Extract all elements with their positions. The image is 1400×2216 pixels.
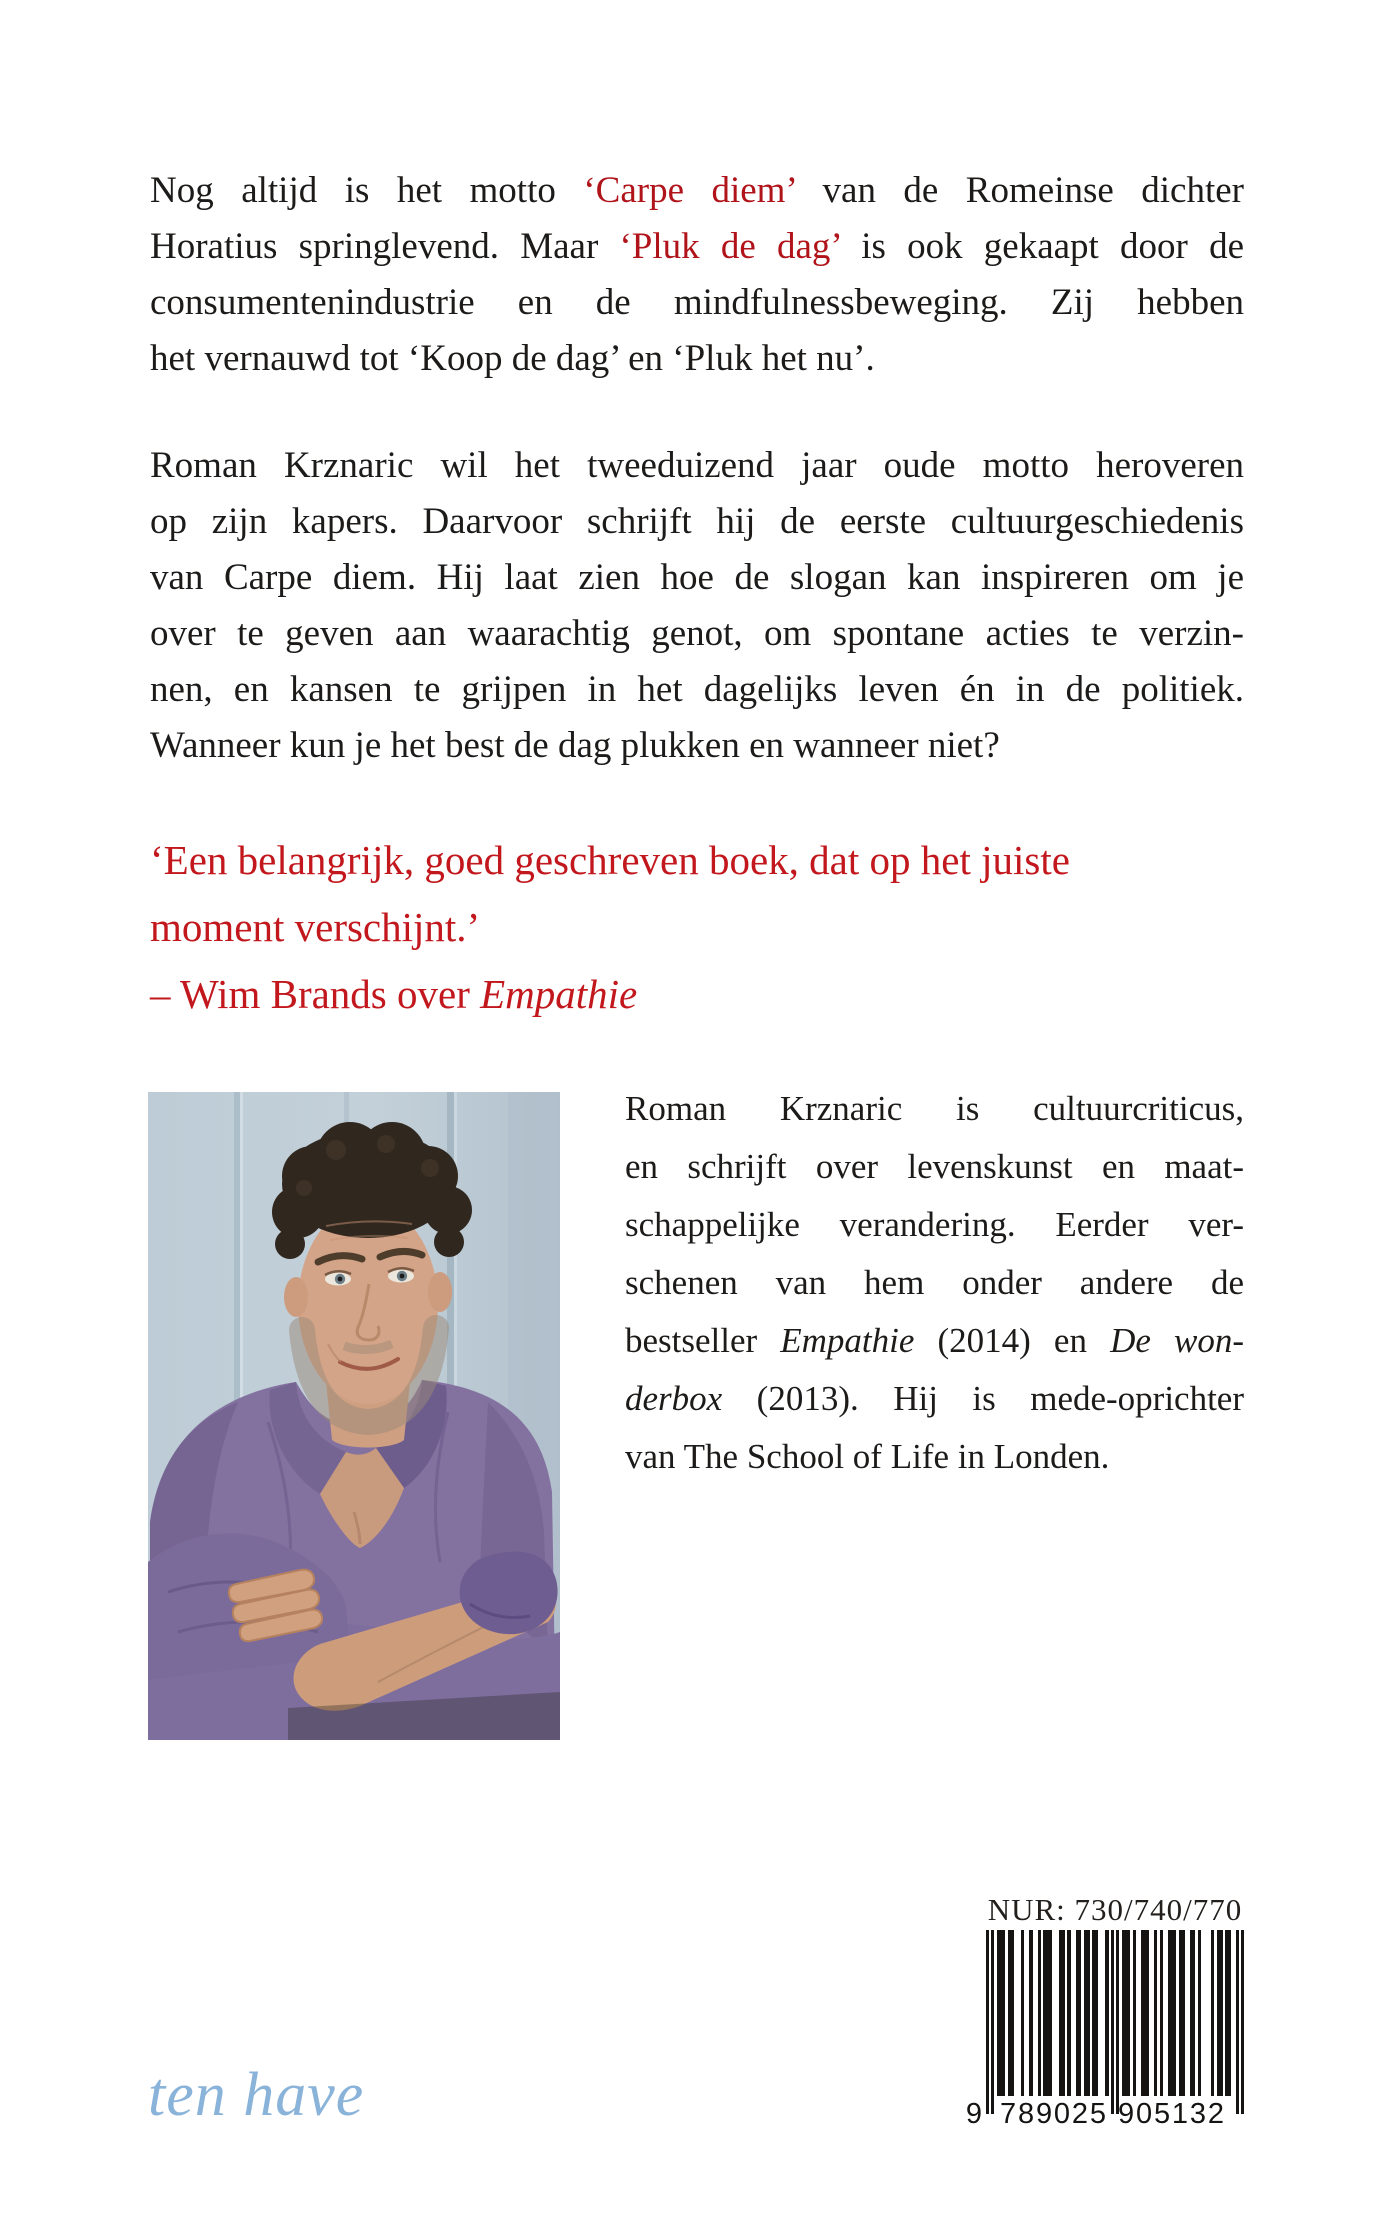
intro-line1-tail: van de Romeinse dichter [795,170,1244,211]
barcode-module [1241,1930,1244,2114]
barcode-module [1220,1930,1223,2096]
bio-line5-text: bestseller [625,1321,781,1360]
about-line-2: op zijn kapers. Daarvoor schrijft hij de eerste cultuurgeschiedenis [150,501,1244,542]
barcode-module [986,1930,989,2114]
barcode-module [1062,1930,1065,2096]
barcode-module [1192,1930,1195,2096]
barcode-module [1029,1930,1032,2096]
barcode-module [991,1930,994,2114]
barcode-module [1228,1930,1231,2096]
bio-line-1: Roman Krznaric is cultuurcriticus, [625,1089,1244,1128]
bio-line-4: schenen van hem onder andere de [625,1263,1244,1302]
barcode-module [1048,1930,1051,2096]
review-quote [150,827,1244,1028]
barcode-module [1116,1930,1119,2114]
about-book-paragraph [150,438,1244,774]
bio-line-3: schappelijke verandering. Eerder ver- [625,1205,1244,1244]
quote-attribution [150,961,1244,1028]
intro-line1-text: Nog altijd is het motto [150,170,584,211]
barcode-digit: 0 [1135,2098,1153,2130]
intro-line-2 [150,219,1244,275]
barcode-module [1010,1930,1013,2096]
barcode-digit: 1 [1171,2098,1189,2130]
pluk-de-dag-highlight: ‘Pluk de dag’ [619,226,840,267]
barcode-module [1002,1930,1005,2096]
barcode-module [1146,1930,1149,2096]
barcode-digit: 7 [1000,2098,1017,2130]
bio-line-7: van The School of Life in Londen. [625,1437,1110,1476]
barcode-module [1211,1930,1214,2096]
intro-line2-tail: is ook gekaapt door de [840,226,1244,267]
about-line-5: nen, en kansen te grijpen in het dagelijks leven én in de politiek. [150,669,1244,710]
barcode-digit-left: 9 [965,2098,982,2130]
barcode-digits-group1 [1000,2096,1106,2132]
bio-line5-mid: (2014) en [914,1321,1111,1360]
author-portrait-illustration [148,1092,560,1740]
bio-line-2: en schrijft over levenskunst en maat- [625,1147,1244,1186]
barcode-bars [986,1930,1244,2114]
barcode-digit: 9 [1118,2098,1135,2130]
quote-attribution-book-title: Empathie [480,971,638,1017]
barcode-digit: 5 [1153,2098,1171,2130]
bio-line-6 [625,1370,1244,1428]
barcode-digits-group2 [1118,2096,1224,2132]
intro-paragraph [150,163,1244,387]
barcode-module [1105,1930,1108,2096]
intro-line2-text: Horatius springlevend. Maar [150,226,620,267]
bio-book-title-wonderbox-part2: derbox [625,1379,723,1418]
nur-code: NUR: 730/740/770 [987,1892,1243,1927]
barcode-module [1078,1930,1081,2096]
barcode-module [1182,1930,1185,2096]
carpe-diem-highlight: ‘Carpe diem’ [583,170,796,211]
barcode-module [1154,1930,1157,2096]
barcode-digit: 3 [1189,2098,1207,2130]
isbn-barcode [965,1930,1244,2136]
barcode-module [1127,1930,1130,2096]
barcode-module [1038,1930,1041,2096]
barcode-module [1111,1930,1114,2114]
bio-line-5 [625,1312,1244,1370]
author-photo [148,1092,560,1740]
quote-line-1: ‘Een belangrijk, goed geschreven boek, dat op het juiste [150,837,1070,883]
author-bio [625,1080,1244,1486]
barcode-module [1236,1930,1239,2114]
intro-line-4: het vernauwd tot ‘Koop de dag’ en ‘Pluk het nu’. [150,338,875,379]
bio-book-title-wonderbox-part1: De won- [1110,1321,1244,1360]
quote-attribution-text: – Wim Brands over [150,971,481,1017]
about-line-3: van Carpe diem. Hij laat zien hoe de slogan kan inspireren om je [150,557,1244,598]
barcode-module [1021,1930,1024,2096]
intro-line-1 [150,163,1244,219]
barcode-digit: 8 [1017,2098,1035,2130]
barcode-module [1198,1930,1201,2096]
barcode-digit: 2 [1207,2098,1224,2130]
about-line-1: Roman Krznaric wil het tweeduizend jaar oude motto heroveren [150,445,1244,486]
barcode-digit: 9 [1035,2098,1053,2130]
intro-line-3: consumentenindustrie en de mindfulnessbeweging. Zij hebben [150,282,1244,323]
barcode-module [1067,1930,1070,2096]
about-line-4: over te geven aan waarachtig genot, om spontane acties te verzin- [150,613,1244,654]
barcode-digit: 5 [1089,2098,1106,2130]
bio-line6-text: (2013). Hij is mede-oprichter [722,1379,1244,1418]
bio-book-title-empathie: Empathie [780,1321,915,1360]
barcode-module [1160,1930,1163,2096]
barcode-module [1095,1930,1098,2096]
about-line-6: Wanneer kun je het best de dag plukken en wanneer niet? [150,725,1000,766]
barcode-module [1173,1930,1176,2096]
barcode-module [1086,1930,1089,2096]
barcode-digit: 0 [1053,2098,1071,2130]
publisher-logo: ten have [148,2061,365,2129]
quote-line-2: moment verschijnt.’ [150,904,481,950]
barcode-digit: 2 [1071,2098,1089,2130]
barcode-module [1133,1930,1136,2096]
